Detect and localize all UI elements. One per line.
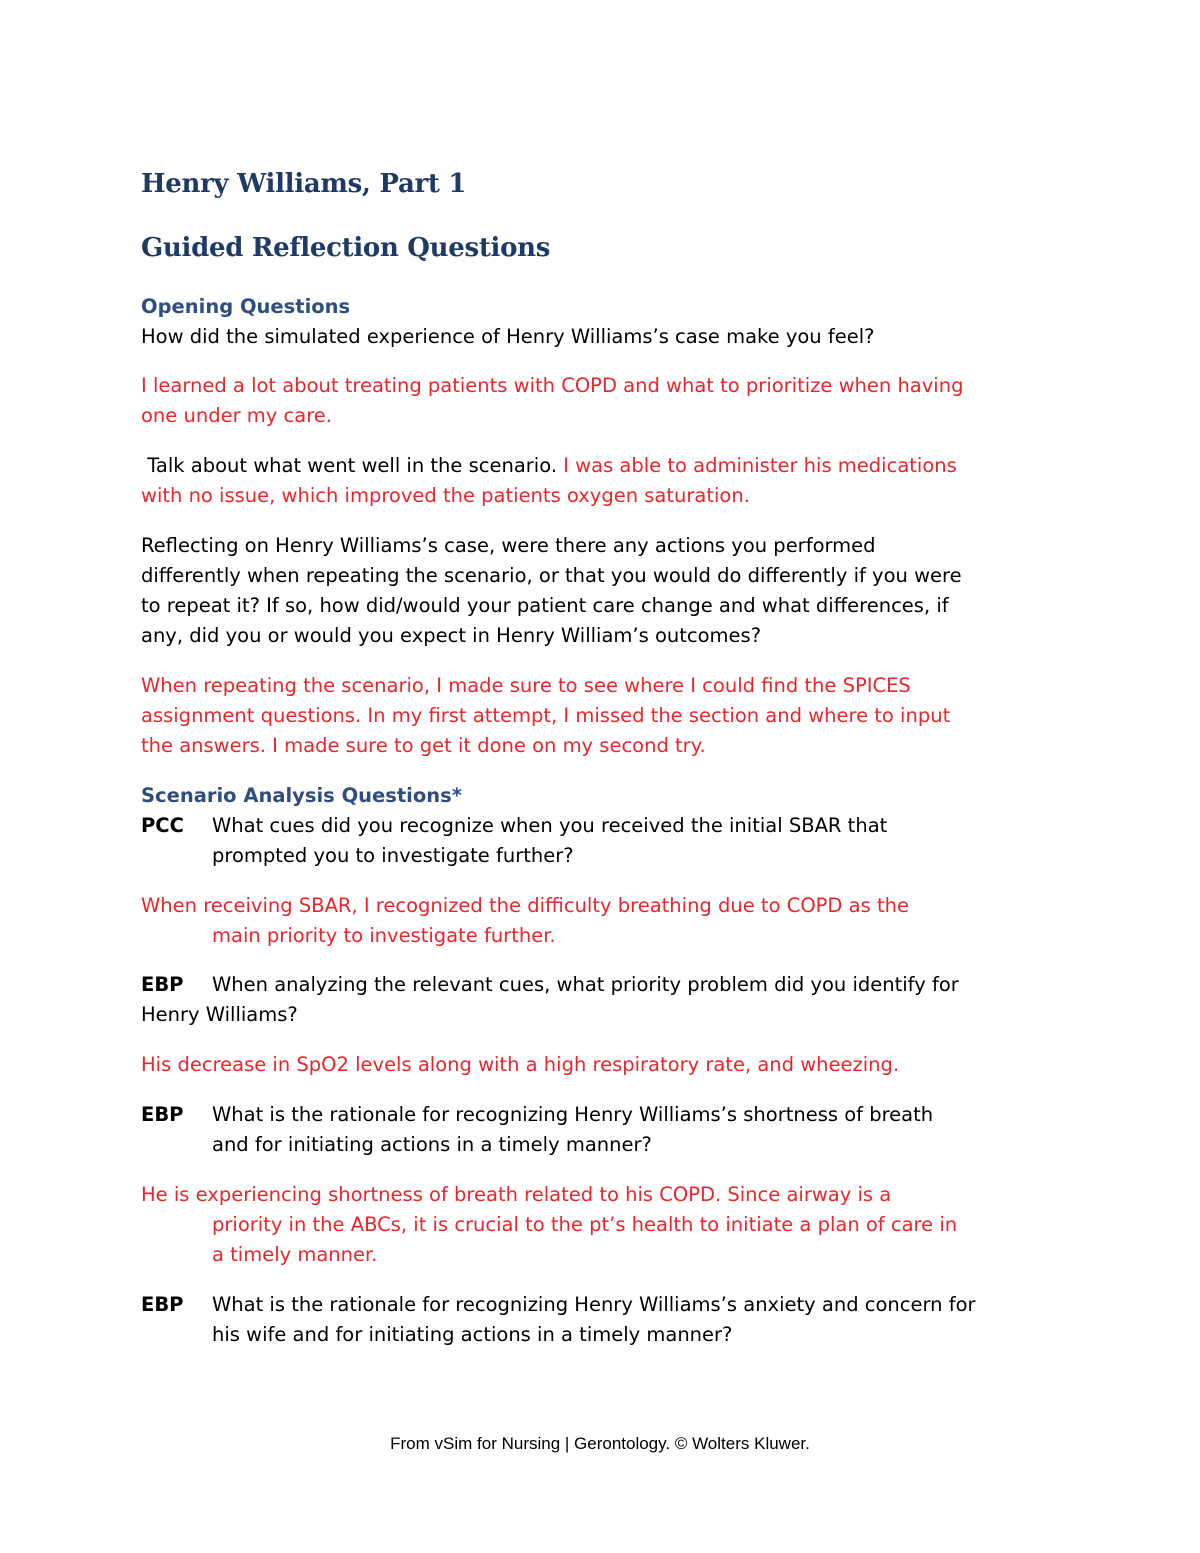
answer-line: with no issue, which improved the patients oxygen saturation.	[141, 484, 750, 507]
analysis-answer-3	[141, 1180, 1071, 1270]
question-line: What cues did you recognize when you received the initial SBAR that	[212, 814, 888, 837]
answer-text: I was able to administer his medications	[563, 454, 957, 477]
question-tag: EBP	[141, 1293, 184, 1316]
answer-line: When receiving SBAR, I recognized the difficulty breathing due to COPD as the	[141, 894, 909, 917]
answer-line: When repeating the scenario, I made sure to see where I could find the SPICES	[141, 674, 911, 697]
question-line: differently when repeating the scenario, or that you would do differently if you were	[141, 564, 962, 587]
question-line: prompted you to investigate further?	[212, 844, 574, 867]
answer-line: assignment questions. In my first attempt, I missed the section and where to input	[141, 704, 951, 727]
opening-question-3	[141, 531, 1071, 651]
opening-question-1	[141, 322, 1071, 352]
answer-line: main priority to investigate further.	[212, 924, 556, 947]
question-line: When analyzing the relevant cues, what priority problem did you identify for	[212, 973, 959, 996]
analysis-question-4	[141, 1290, 1071, 1350]
analysis-question-1	[141, 811, 1071, 871]
question-line: to repeat it? If so, how did/would your patient care change and what differences, if	[141, 594, 949, 617]
scenario-analysis-heading: Scenario Analysis Questions*	[141, 784, 462, 807]
question-line: What is the rationale for recognizing Henry Williams’s shortness of breath	[212, 1103, 934, 1126]
analysis-question-2	[141, 970, 1071, 1030]
question-line: his wife and for initiating actions in a timely manner?	[212, 1323, 733, 1346]
page-footer: From vSim for Nursing | Gerontology. © Wolters Kluwer.	[390, 1434, 810, 1453]
analysis-answer-2	[141, 1050, 1071, 1080]
opening-questions-heading: Opening Questions	[141, 295, 351, 318]
question-line: and for initiating actions in a timely manner?	[212, 1133, 652, 1156]
question-line: What is the rationale for recognizing Henry Williams’s anxiety and concern for	[212, 1293, 976, 1316]
page-title: Henry Williams, Part 1	[141, 169, 467, 199]
page-subtitle: Guided Reflection Questions	[141, 233, 551, 263]
question-tag: EBP	[141, 973, 184, 996]
question-line: any, did you or would you expect in Henry William’s outcomes?	[141, 624, 762, 647]
answer-line: He is experiencing shortness of breath related to his COPD. Since airway is a	[141, 1183, 892, 1206]
question-text: Talk about what went well in the scenario.	[141, 454, 564, 477]
answer-line: one under my care.	[141, 404, 332, 427]
analysis-answer-1	[141, 891, 1071, 951]
opening-answer-3	[141, 671, 1071, 761]
answer-line: His decrease in SpO2 levels along with a high respiratory rate, and wheezing.	[141, 1053, 900, 1076]
opening-question-2	[141, 451, 1071, 511]
question-tag: EBP	[141, 1103, 184, 1126]
question-line: Reflecting on Henry Williams’s case, were there any actions you performed	[141, 534, 876, 557]
answer-line: I learned a lot about treating patients with COPD and what to prioritize when having	[141, 374, 964, 397]
question-tag: PCC	[141, 814, 184, 837]
answer-line: a timely manner.	[212, 1243, 378, 1266]
question-line: Henry Williams?	[141, 1003, 298, 1026]
answer-line: the answers. I made sure to get it done on my second try.	[141, 734, 706, 757]
answer-line: priority in the ABCs, it is crucial to the pt’s health to initiate a plan of care in	[212, 1213, 958, 1236]
opening-answer-1	[141, 371, 1071, 431]
question-line: How did the simulated experience of Henry Williams’s case make you feel?	[141, 325, 875, 348]
analysis-question-3	[141, 1100, 1071, 1160]
